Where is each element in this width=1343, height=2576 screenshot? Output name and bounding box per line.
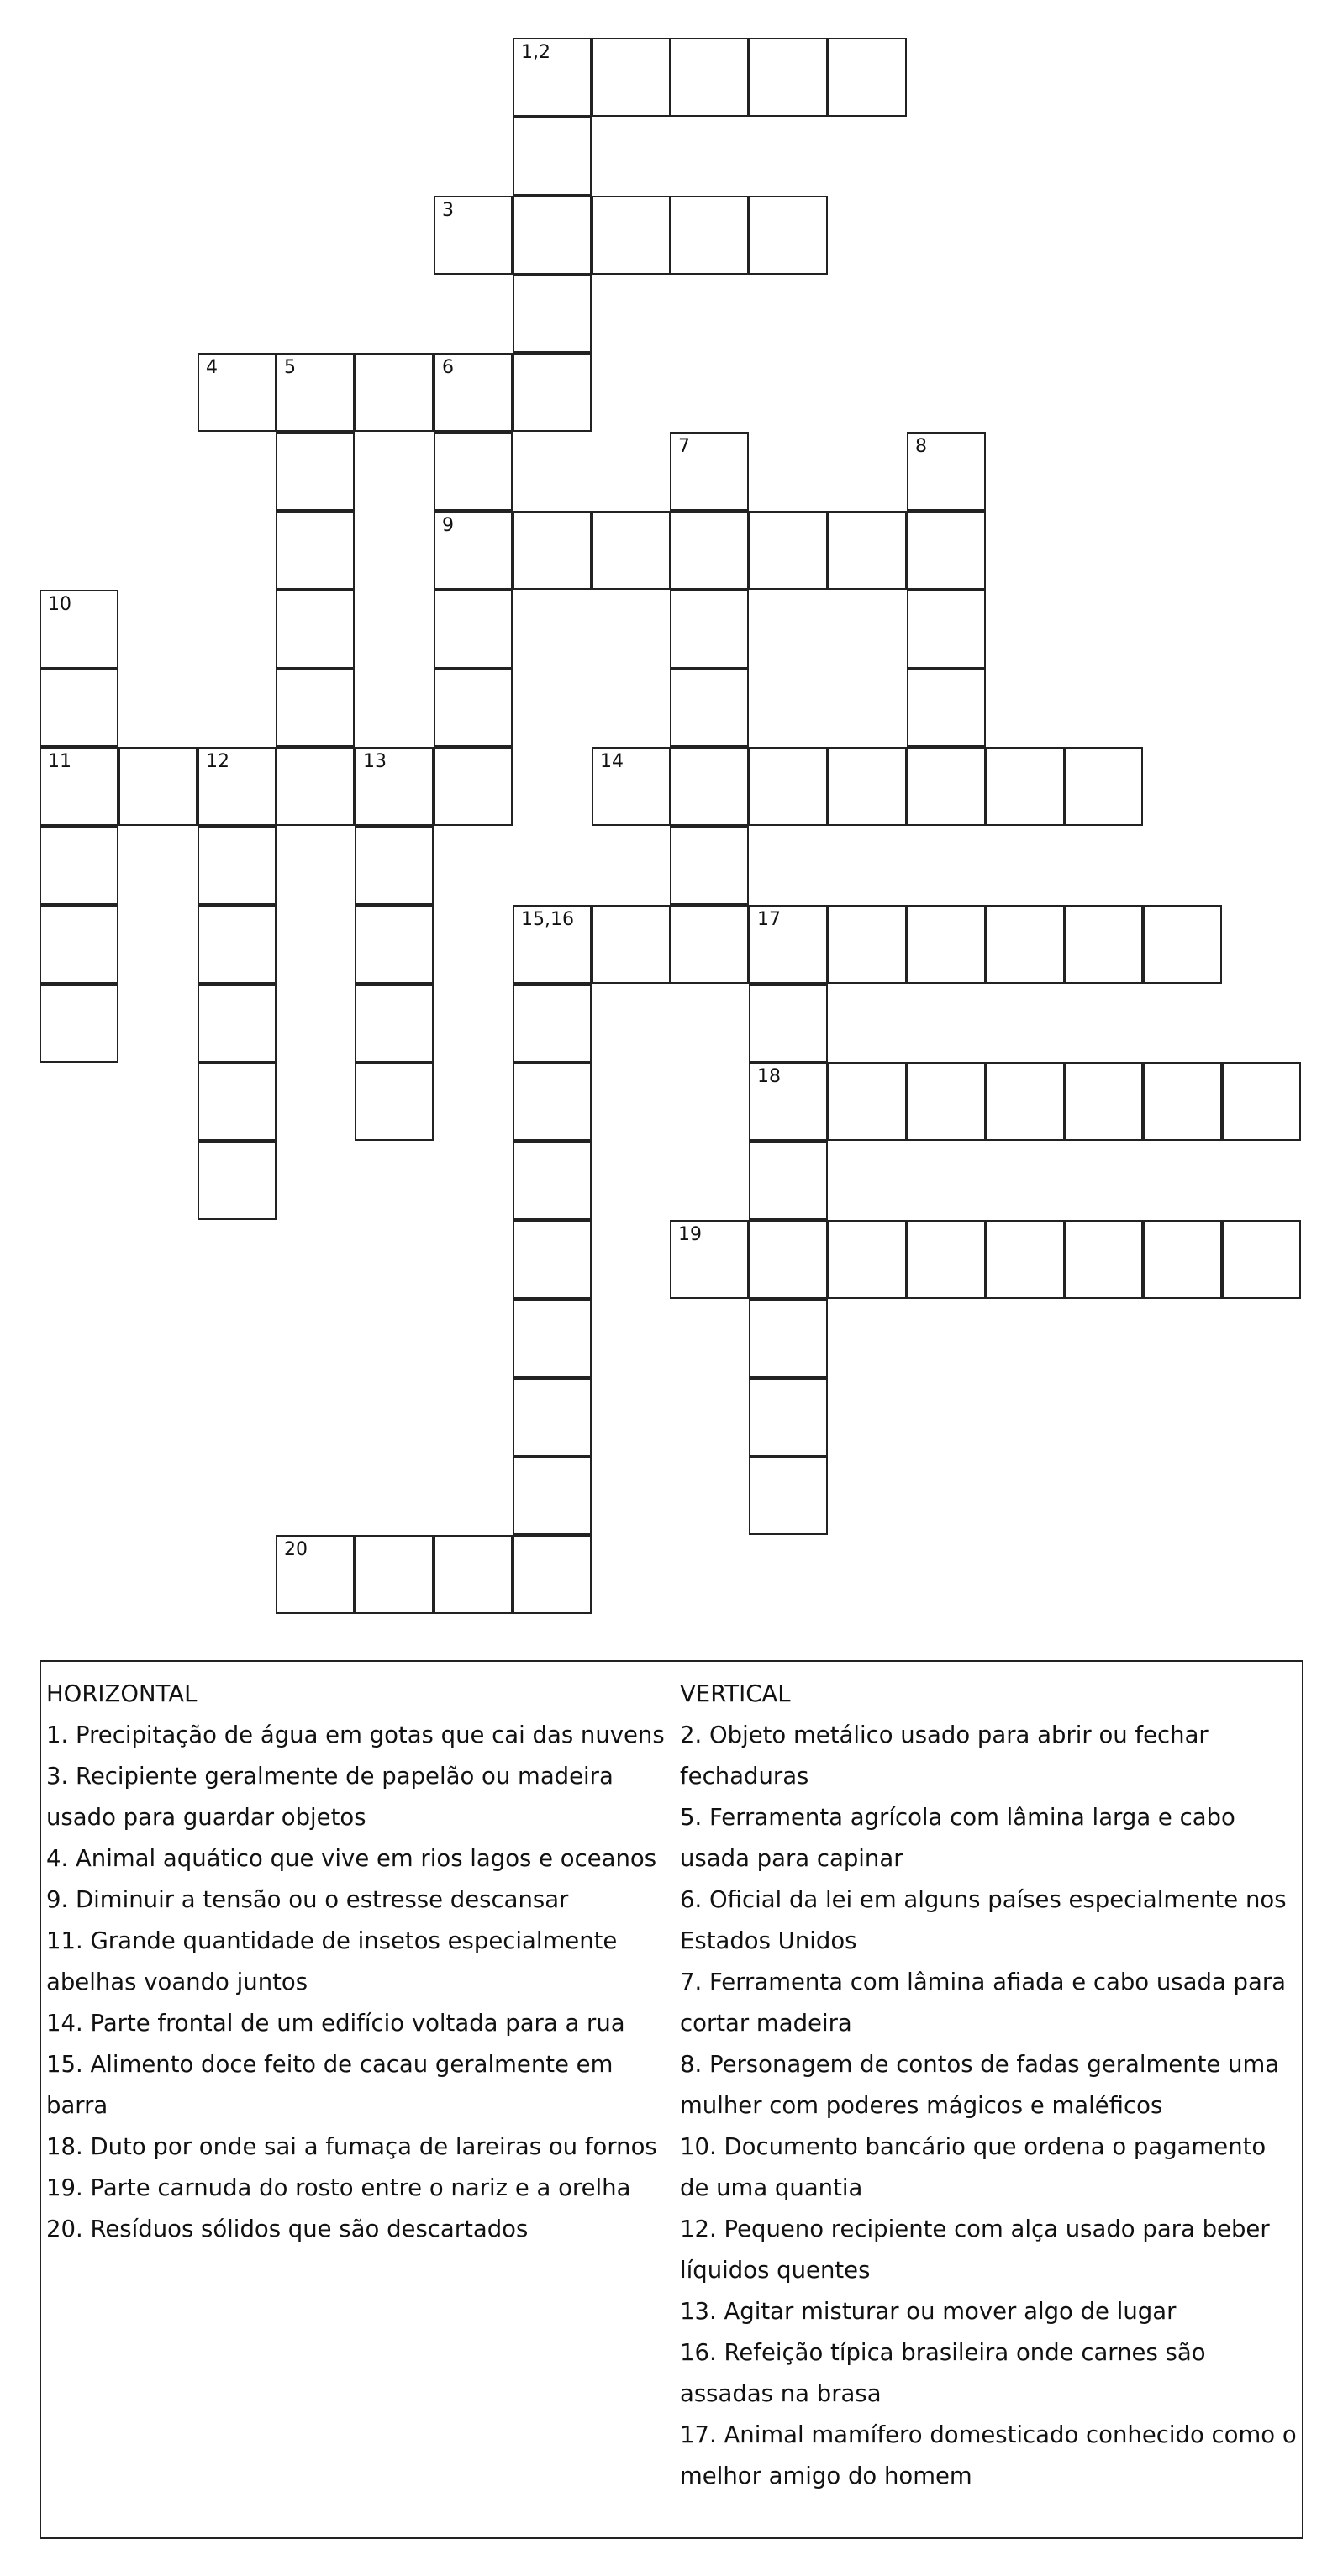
grid-cell[interactable] [828, 905, 907, 984]
clue-vertical: 12. Pequeno recipiente com alça usado para beber líquidos quentes [680, 2216, 1270, 2284]
grid-cell[interactable] [749, 196, 828, 275]
grid-cell[interactable] [986, 905, 1065, 984]
grid-cell[interactable] [828, 511, 907, 590]
grid-cell[interactable] [276, 590, 355, 669]
grid-cell[interactable] [592, 905, 671, 984]
grid-cell[interactable] [907, 1220, 986, 1299]
grid-cell[interactable] [355, 353, 434, 432]
grid-cell[interactable] [276, 511, 355, 590]
grid-cell[interactable] [670, 826, 749, 905]
grid-cell[interactable] [355, 905, 434, 984]
clues-box [40, 1660, 1304, 2539]
clue-horizontal: 14. Parte frontal de um edifício voltada para a rua [46, 2010, 625, 2037]
clue-horizontal: 1. Precipitação de água em gotas que cai das nuvens [46, 1722, 665, 1748]
grid-cell[interactable] [513, 1141, 592, 1220]
grid-cell[interactable] [513, 984, 592, 1063]
grid-cell[interactable] [749, 1299, 828, 1378]
clue-number: 4 [206, 357, 218, 378]
clue-number: 6 [442, 357, 454, 378]
grid-cell[interactable] [198, 984, 276, 1063]
grid-cell[interactable] [198, 747, 276, 826]
horizontal-title: HORIZONTAL [46, 1680, 198, 1707]
grid-cell[interactable] [749, 511, 828, 590]
grid-cell[interactable] [513, 511, 592, 590]
grid-cell[interactable] [670, 511, 749, 590]
grid-cell[interactable] [670, 196, 749, 275]
grid-cell[interactable] [749, 905, 828, 984]
grid-cell[interactable] [749, 747, 828, 826]
grid-cell[interactable] [276, 747, 355, 826]
grid-cell[interactable] [749, 1141, 828, 1220]
grid-cell[interactable] [513, 1220, 592, 1299]
horizontal-clues [46, 1674, 672, 2250]
grid-cell[interactable] [1143, 1062, 1222, 1141]
grid-cell[interactable] [828, 747, 907, 826]
clue-vertical: 5. Ferramenta agrícola com lâmina larga e cabo usada para capinar [680, 1804, 1235, 1872]
clue-vertical: 7. Ferramenta com lâmina afiada e cabo usada para cortar madeira [680, 1969, 1286, 2037]
grid-cell[interactable] [749, 1456, 828, 1535]
grid-cell[interactable] [986, 1062, 1065, 1141]
clue-vertical: 16. Refeição típica brasileira onde carnes são assadas na brasa [680, 2339, 1206, 2407]
grid-cell[interactable] [198, 353, 276, 432]
clue-number: 15,16 [521, 909, 574, 930]
clue-number: 11 [48, 751, 71, 772]
grid-cell[interactable] [907, 432, 986, 511]
clue-horizontal: 11. Grande quantidade de insetos especialmente abelhas voando juntos [46, 1927, 618, 1995]
grid-cell[interactable] [670, 668, 749, 747]
grid-cell[interactable] [40, 984, 118, 1063]
grid-cell[interactable] [749, 1220, 828, 1299]
grid-cell[interactable] [513, 905, 592, 984]
clue-horizontal: 20. Resíduos sólidos que são descartados [46, 2216, 529, 2242]
clue-horizontal: 3. Recipiente geralmente de papelão ou madeira usado para guardar objetos [46, 1763, 614, 1831]
grid-cell[interactable] [434, 1535, 513, 1614]
grid-cell[interactable] [749, 1062, 828, 1141]
grid-cell[interactable] [198, 1062, 276, 1141]
grid-cell[interactable] [434, 590, 513, 669]
grid-cell[interactable] [513, 196, 592, 275]
grid-cell[interactable] [592, 511, 671, 590]
grid-cell[interactable] [670, 432, 749, 511]
clue-number: 9 [442, 515, 454, 536]
grid-cell[interactable] [513, 1062, 592, 1141]
grid-cell[interactable] [986, 1220, 1065, 1299]
grid-cell[interactable] [513, 274, 592, 353]
grid-cell[interactable] [40, 826, 118, 905]
vertical-title: VERTICAL [680, 1680, 791, 1707]
grid-cell[interactable] [907, 511, 986, 590]
grid-cell[interactable] [276, 432, 355, 511]
clue-number: 18 [757, 1066, 781, 1087]
grid-cell[interactable] [828, 38, 907, 117]
grid-cell[interactable] [40, 590, 118, 669]
grid-cell[interactable] [355, 747, 434, 826]
clue-number: 3 [442, 200, 454, 221]
grid-cell[interactable] [434, 511, 513, 590]
clue-number: 8 [915, 436, 927, 457]
grid-cell[interactable] [434, 353, 513, 432]
grid-cell[interactable] [40, 747, 118, 826]
grid-cell[interactable] [40, 668, 118, 747]
grid-cell[interactable] [986, 747, 1065, 826]
grid-cell[interactable] [1143, 905, 1222, 984]
grid-cell[interactable] [198, 1141, 276, 1220]
grid-cell[interactable] [513, 38, 592, 117]
grid-cell[interactable] [749, 38, 828, 117]
grid-cell[interactable] [355, 1535, 434, 1614]
grid-cell[interactable] [513, 1456, 592, 1535]
grid-cell[interactable] [1064, 747, 1143, 826]
grid-cell[interactable] [513, 1535, 592, 1614]
clue-number: 20 [284, 1539, 308, 1560]
clue-horizontal: 4. Animal aquático que vive em rios lagos e oceanos [46, 1845, 657, 1872]
grid-cell[interactable] [355, 984, 434, 1063]
grid-cell[interactable] [670, 38, 749, 117]
grid-cell[interactable] [118, 747, 198, 826]
grid-cell[interactable] [1064, 905, 1143, 984]
grid-cell[interactable] [355, 1062, 434, 1141]
vertical-clues [680, 1674, 1302, 2497]
clue-number: 5 [284, 357, 296, 378]
grid-cell[interactable] [1064, 1220, 1143, 1299]
grid-cell[interactable] [907, 905, 986, 984]
grid-cell[interactable] [513, 353, 592, 432]
grid-cell[interactable] [276, 1535, 355, 1614]
clue-number: 12 [206, 751, 229, 772]
grid-cell[interactable] [907, 668, 986, 747]
grid-cell[interactable] [513, 117, 592, 196]
clue-number: 1,2 [521, 42, 550, 63]
grid-cell[interactable] [670, 1220, 749, 1299]
grid-cell[interactable] [1222, 1062, 1301, 1141]
grid-cell[interactable] [198, 905, 276, 984]
grid-cell[interactable] [513, 1378, 592, 1457]
grid-cell[interactable] [828, 1220, 907, 1299]
grid-cell[interactable] [907, 747, 986, 826]
grid-cell[interactable] [40, 905, 118, 984]
grid-cell[interactable] [592, 38, 671, 117]
grid-cell[interactable] [592, 196, 671, 275]
grid-cell[interactable] [434, 196, 513, 275]
clue-vertical: 13. Agitar misturar ou mover algo de lugar [680, 2298, 1177, 2325]
clue-number: 14 [600, 751, 624, 772]
grid-cell[interactable] [198, 826, 276, 905]
grid-cell[interactable] [828, 1062, 907, 1141]
clue-vertical: 6. Oficial da lei em alguns países especialmente nos Estados Unidos [680, 1886, 1287, 1954]
clue-vertical: 10. Documento bancário que ordena o pagamento de uma quantia [680, 2133, 1267, 2201]
clue-horizontal: 9. Diminuir a tensão ou o estresse descansar [46, 1886, 569, 1913]
clue-number: 13 [363, 751, 387, 772]
grid-cell[interactable] [907, 590, 986, 669]
grid-cell[interactable] [670, 590, 749, 669]
grid-cell[interactable] [1064, 1062, 1143, 1141]
grid-cell[interactable] [749, 984, 828, 1063]
clue-vertical: 17. Animal mamífero domesticado conhecido como o melhor amigo do homem [680, 2421, 1297, 2489]
clue-horizontal: 18. Duto por onde sai a fumaça de lareiras ou fornos [46, 2133, 657, 2160]
clue-vertical: 8. Personagem de contos de fadas geralmente uma mulher com poderes mágicos e maléficos [680, 2051, 1280, 2119]
clue-vertical: 2. Objeto metálico usado para abrir ou fechar fechaduras [680, 1722, 1209, 1790]
grid-cell[interactable] [1222, 1220, 1301, 1299]
grid-cell[interactable] [355, 826, 434, 905]
clue-number: 10 [48, 594, 71, 615]
grid-cell[interactable] [670, 747, 749, 826]
clue-number: 17 [757, 909, 781, 930]
grid-cell[interactable] [592, 747, 671, 826]
grid-cell[interactable] [513, 1299, 592, 1378]
grid-cell[interactable] [907, 1062, 986, 1141]
clue-horizontal: 19. Parte carnuda do rosto entre o nariz e a orelha [46, 2174, 631, 2201]
grid-cell[interactable] [670, 905, 749, 984]
grid-cell[interactable] [1143, 1220, 1222, 1299]
grid-cell[interactable] [749, 1378, 828, 1457]
grid-cell[interactable] [276, 668, 355, 747]
grid-cell[interactable] [276, 353, 355, 432]
clue-number: 7 [678, 436, 690, 457]
grid-cell[interactable] [434, 668, 513, 747]
grid-cell[interactable] [434, 747, 513, 826]
clue-horizontal: 15. Alimento doce feito de cacau geralmente em barra [46, 2051, 614, 2119]
clue-number: 19 [678, 1224, 702, 1245]
grid-cell[interactable] [434, 432, 513, 511]
